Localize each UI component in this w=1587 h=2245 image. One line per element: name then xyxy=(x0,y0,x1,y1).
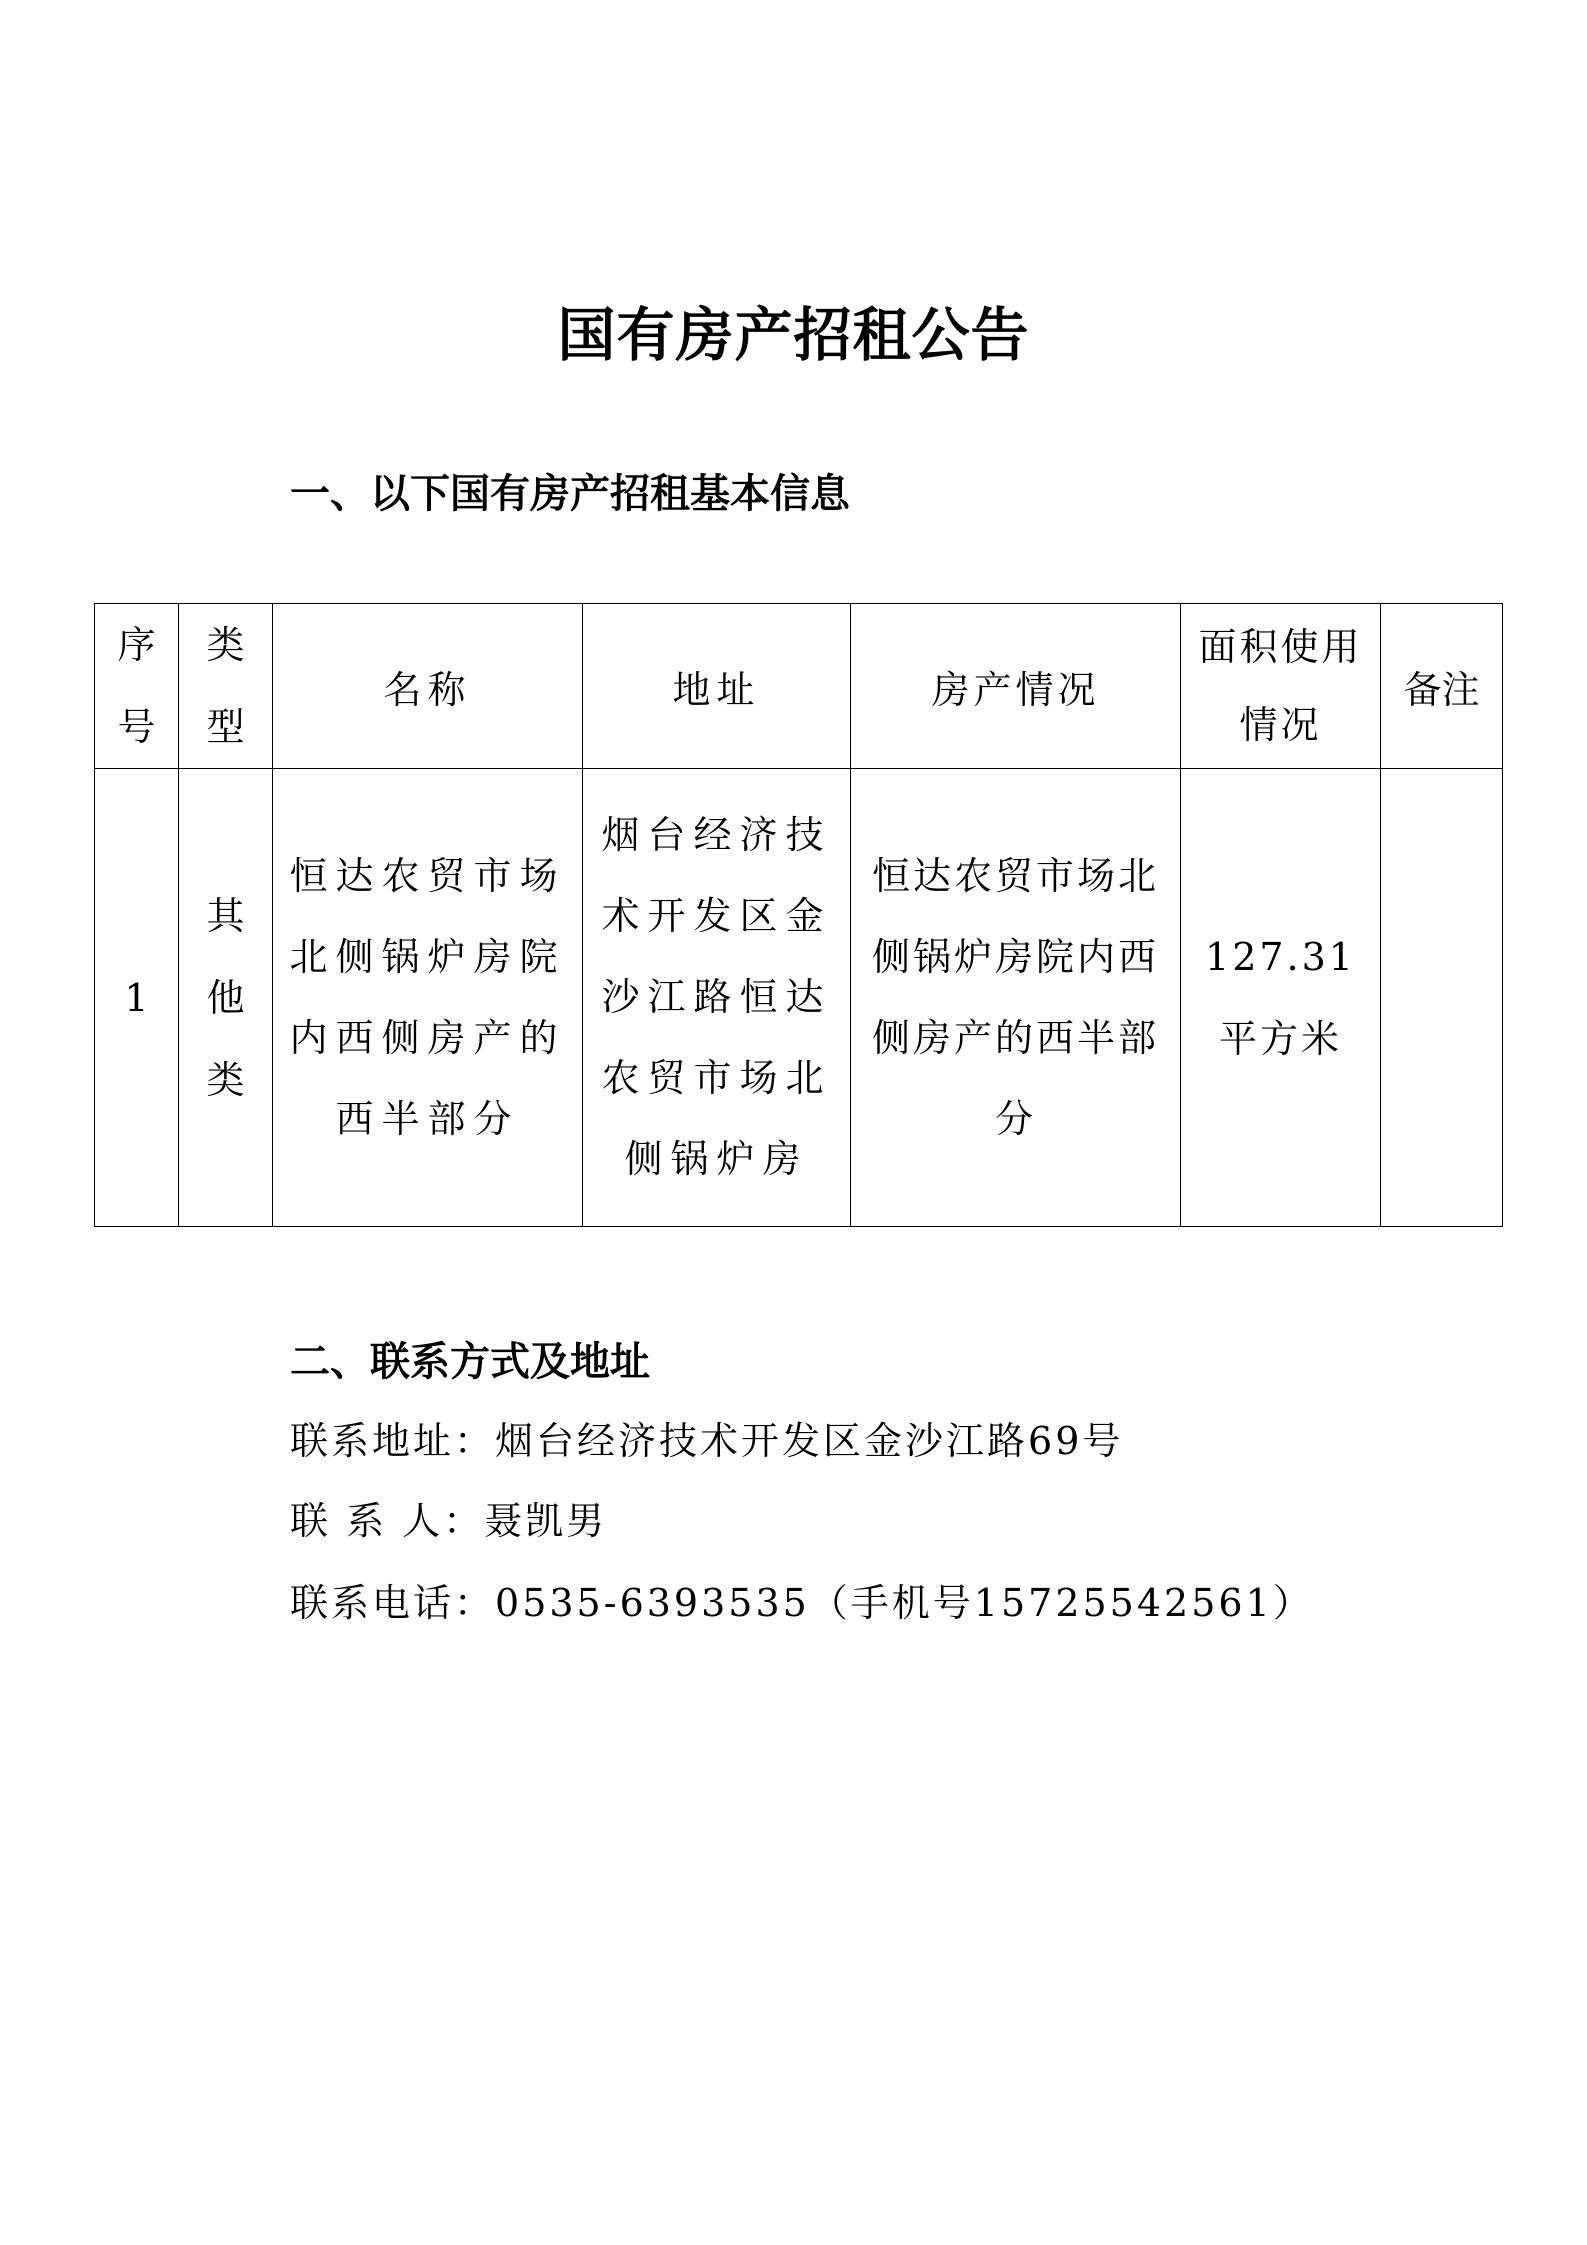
contact-person-line xyxy=(290,1490,607,1545)
contact-phone-label: 联系电话： xyxy=(290,1581,496,1625)
header-seq-line2: 号 xyxy=(117,705,156,749)
header-seq-line1: 序 xyxy=(117,623,156,667)
contact-address-label: 联系地址： xyxy=(290,1419,496,1463)
header-type xyxy=(179,604,273,769)
contact-person-label: 联 系 人： xyxy=(290,1499,485,1543)
cell-type xyxy=(179,769,273,1227)
header-area-line1: 面积使用 xyxy=(1198,625,1363,669)
cell-remark xyxy=(1381,769,1503,1227)
contact-person-value: 聂凯男 xyxy=(484,1499,608,1543)
cell-area xyxy=(1181,769,1381,1227)
cell-area-unit: 平方米 xyxy=(1218,1016,1342,1061)
header-area xyxy=(1181,604,1381,769)
cell-seq: 1 xyxy=(95,769,179,1227)
header-remark: 备注 xyxy=(1381,604,1503,769)
section-heading-contact: 二、联系方式及地址 xyxy=(290,1339,650,1385)
page-title: 国有房产招租公告 xyxy=(557,301,1030,369)
cell-property: 恒达农贸市场北侧锅炉房院内西侧房产的西半部分 xyxy=(851,769,1181,1227)
contact-address-value: 烟台经济技术开发区金沙江路69号 xyxy=(495,1419,1124,1463)
cell-address: 烟台经济技术开发区金沙江路恒达农贸市场北侧锅炉房 xyxy=(583,769,851,1227)
header-name: 名称 xyxy=(273,604,583,769)
cell-type-line2: 他 xyxy=(206,975,245,1020)
table-row xyxy=(95,769,1503,1227)
table-header-row xyxy=(95,604,1503,769)
contact-phone-line xyxy=(290,1572,1314,1627)
cell-type-line1: 其 xyxy=(206,893,245,938)
header-address: 地址 xyxy=(583,604,851,769)
header-type-line1: 类 xyxy=(206,623,245,667)
header-property: 房产情况 xyxy=(851,604,1181,769)
contact-address-line xyxy=(290,1410,1123,1465)
cell-type-line3: 类 xyxy=(206,1057,245,1102)
header-type-line2: 型 xyxy=(206,705,245,749)
contact-phone-value: 0535-6393535（手机号15725542561） xyxy=(495,1581,1314,1625)
cell-name: 恒达农贸市场北侧锅炉房院内西侧房产的西半部分 xyxy=(273,769,583,1227)
header-seq xyxy=(95,604,179,769)
property-info-table xyxy=(94,603,1503,1227)
section-heading-basic-info: 一、以下国有房产招租基本信息 xyxy=(290,471,850,517)
header-area-line2: 情况 xyxy=(1239,703,1322,747)
cell-area-value: 127.31 xyxy=(1205,934,1356,979)
